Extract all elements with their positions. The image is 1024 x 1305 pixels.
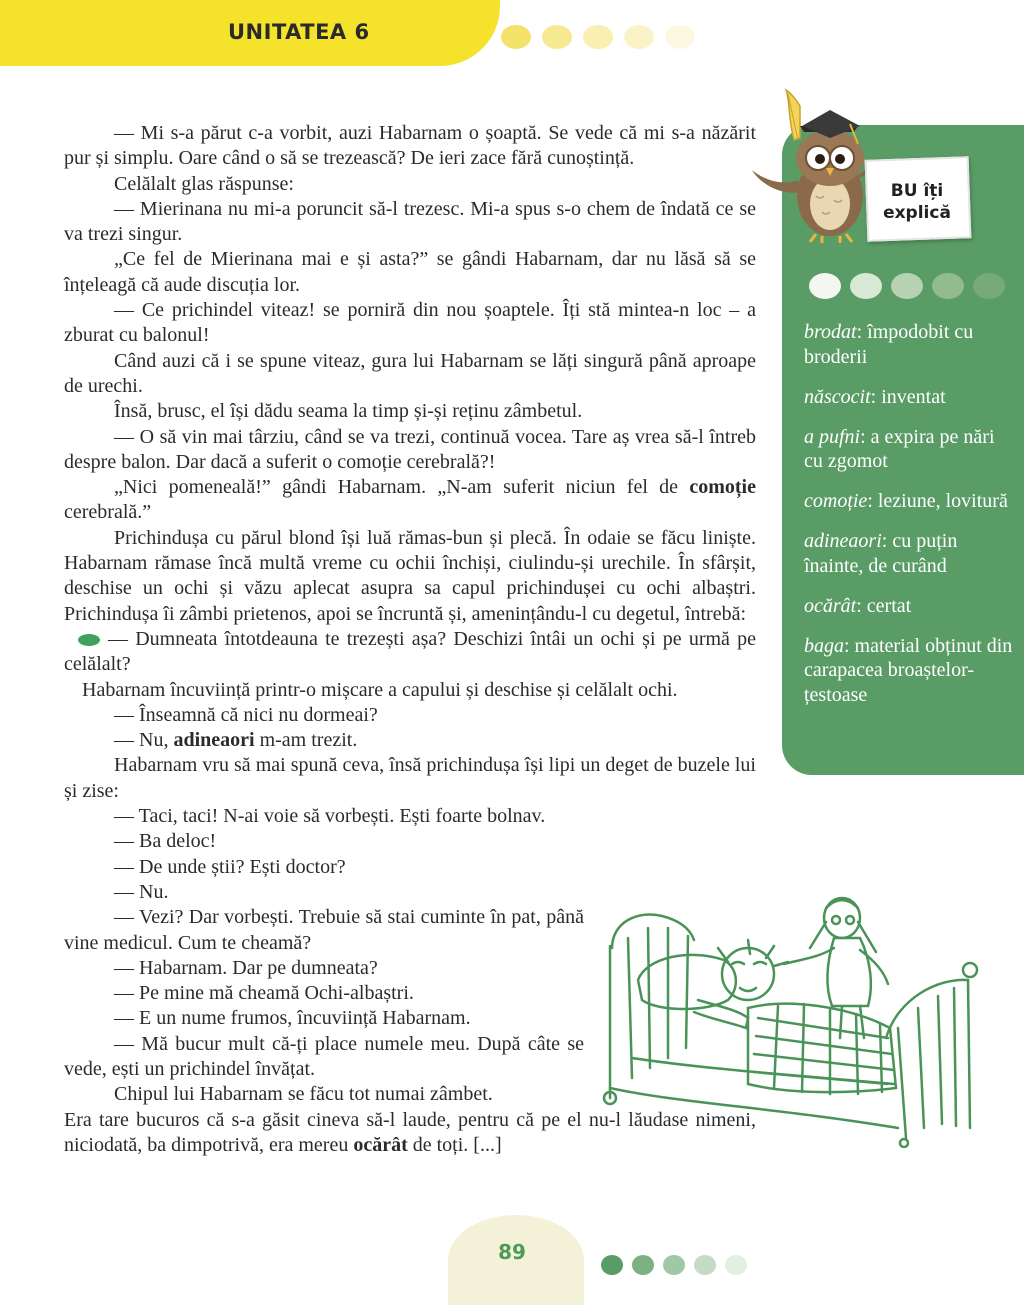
paragraph: — Ce prichindel viteaz! se porniră din nou șoaptele. Îți stă mintea-n loc – a zburat cu balonul! (64, 299, 756, 347)
paragraph: — Mă bucur mult că-ți place numele meu. După câte se vede, ești un prichindel învățat. (64, 1032, 584, 1080)
paragraph: — Habarnam. Dar pe dumneata? (114, 956, 378, 979)
paragraph: — O să vin mai târziu, când se va trezi, continuă vocea. Tare aș vrea să-l întreb despre balon. Dar dacă a suferit o comoție cerebrală?! (64, 425, 756, 473)
paragraph: — Taci, taci! N-ai voie să vorbești. Ești foarte bolnav. (114, 805, 546, 828)
glossary-definition: : leziune, lovitură (867, 490, 1008, 512)
unit-title: UNITATEA 6 (228, 20, 370, 44)
glossary-term: adineaori (804, 530, 882, 552)
header-dot-5 (665, 25, 695, 49)
header-dot-1 (501, 25, 531, 49)
glossary-entry (804, 634, 1014, 708)
sidebar-dot-1 (809, 273, 841, 299)
footer-dot-4 (694, 1255, 716, 1275)
paragraph: Chipul lui Habarnam se făcu tot numai zâmbet. (114, 1083, 493, 1106)
page-number: 89 (498, 1240, 526, 1264)
glossary-entry (804, 594, 1014, 619)
paragraph-text: Era tare bucuros că s-a găsit cineva să-l laude, pentru că pe el nu-l lăudase nimeni, niciodată, ba dimpotrivă, era mereu (64, 1108, 756, 1156)
glossary-definition: : material obținut din carapacea broaștelor-țestoase (804, 634, 1013, 706)
paragraph: Celălalt glas răspunse: (114, 172, 294, 195)
paragraph: — Nu. (114, 880, 169, 903)
glossary-entry (804, 385, 1014, 410)
paragraph: — Mierinana nu mi-a poruncit să-l trezesc. Mi-a spus s-o chem de îndată ce se va trezi singur. (64, 197, 756, 246)
glossary-word-adineaori: adineaori (173, 729, 255, 752)
footer-dot-5 (725, 1255, 747, 1275)
glossary-term: comoție (804, 490, 868, 512)
paragraph-text: de toți. [...] (407, 1133, 502, 1156)
footer-dot-1 (601, 1255, 623, 1275)
glossary-definition: : a expira pe nări cu zgomot (804, 425, 995, 472)
explain-card-label (872, 180, 962, 224)
header-dot-2 (542, 25, 572, 49)
glossary-definition: : inventat (870, 385, 946, 408)
paragraph: — Mi s-a părut c-a vorbit, auzi Habarnam o șoaptă. Se vede că mi s-a năzărit pur și simplu. Oare când o să se trezească? De ieri zace fără cunoștință. (64, 122, 756, 170)
explain-card-label-line-2: explică (883, 203, 951, 223)
paragraph-text: m-am trezit. (254, 729, 358, 752)
sidebar-dot-2 (850, 273, 882, 299)
paragraph: Când auzi că i se spune viteaz, gura lui Habarnam se lăți singură până aproape de urechi. (64, 349, 756, 397)
glossary-entry (804, 320, 1014, 369)
paragraph-text: cerebrală.” (64, 501, 152, 524)
glossary-term: născocit (804, 385, 871, 408)
paragraph: — De unde știi? Ești doctor? (114, 855, 346, 878)
paragraph: — Ba deloc! (114, 830, 217, 853)
glossary-entry (804, 529, 1014, 578)
glossary-entry (804, 425, 1014, 474)
paragraph (64, 728, 756, 753)
paragraph (64, 475, 756, 526)
sidebar-dot-3 (891, 273, 923, 299)
glossary-term: baga (804, 634, 844, 657)
paragraph: — Înseamnă că nici nu dormeai? (114, 703, 378, 726)
paragraph-text: „Nici pomeneală!” gândi Habarnam. „N-am suferit niciun fel de (114, 476, 690, 499)
paragraph: Prichindușa cu părul blond își luă rămas-bun și plecă. În odaie se făcu liniște. Habarnam rămase încă multă vreme cu ochii închiși, ciulindu-și urechile. În sfârșit, deschise un ochi și văzu aplecat asupra sa capul prichindușei cu ochi albaștri. Prichindușa îi zâmbi prietenos, apoi se încruntă și, amenințându-l cu degetul, întrebă: (64, 526, 756, 625)
glossary-entry (804, 489, 1014, 514)
paragraph-text: — Dumneata întotdeauna te trezești așa? Deschizi întâi un ochi și pe urmă pe celălalt? (64, 627, 756, 676)
glossary-term: brodat (804, 321, 857, 343)
footer-dot-3 (663, 1255, 685, 1275)
glossary-term: a pufni (804, 425, 861, 448)
glossary-term: ocărât (804, 594, 857, 617)
paragraph: Habarnam vru să mai spună ceva, însă prichindușa își lipi un deget de buzele lui și zise: (64, 754, 756, 802)
owl-mascot-icon (742, 88, 882, 243)
explain-card-label-line-1: BU îți (890, 181, 944, 201)
paragraph: — Vezi? Dar vorbești. Trebuie să stai cuminte în pat, până vine medicul. Cum te cheamă? (64, 906, 584, 954)
paragraph: — Pe mine mă cheamă Ochi-albaștri. (114, 982, 414, 1005)
glossary-definition: : certat (856, 594, 912, 617)
glossary-list (804, 320, 1014, 723)
footer-dot-2 (632, 1255, 654, 1275)
sidebar-dot-5 (973, 273, 1005, 299)
glossary-definition: : cu puțin înainte, de curând (804, 530, 958, 577)
glossary-word-comotie: comoție (689, 476, 756, 499)
header-dot-4 (624, 25, 654, 49)
paragraph: — E un nume frumos, încuviință Habarnam. (114, 1007, 471, 1030)
paragraph-text: — Nu, (114, 729, 174, 752)
audio-marker-icon (78, 634, 100, 646)
bed-illustration (598, 888, 1000, 1148)
paragraph: „Ce fel de Mierinana mai e și asta?” se gândi Habarnam, dar nu lăsă să se înțeleagă că aude discuția lor. (64, 248, 756, 296)
sidebar-dot-4 (932, 273, 964, 299)
paragraph: Însă, brusc, el își dădu seama la timp și-și reținu zâmbetul. (114, 400, 583, 423)
glossary-word-ocarat: ocărât (353, 1133, 408, 1156)
glossary-definition: : împodobit cu broderii (804, 321, 974, 368)
paragraph: Habarnam încuviință printr-o mișcare a capului și deschise și celălalt ochi. (82, 678, 678, 701)
header-dot-3 (583, 25, 613, 49)
paragraph (64, 627, 756, 678)
